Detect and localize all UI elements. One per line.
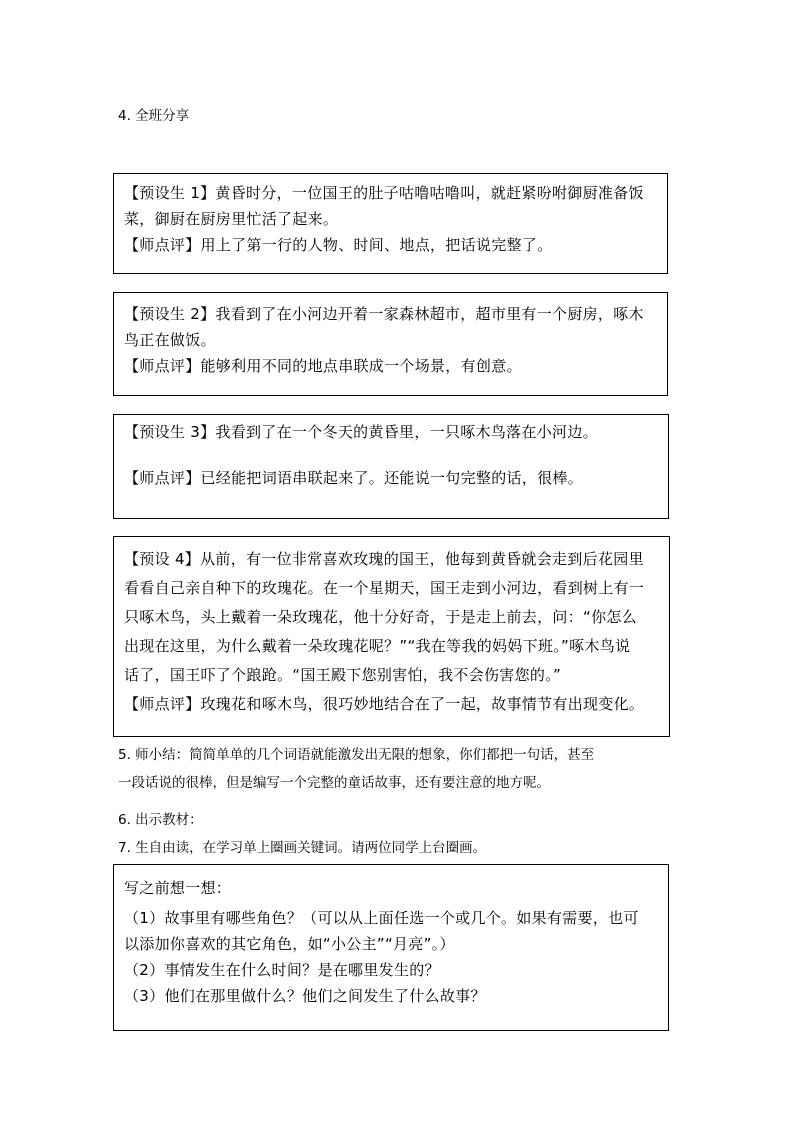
think-title: 写之前想一想：	[124, 879, 232, 897]
preset-box-3	[113, 414, 669, 519]
question-2: （2）事情发生在什么时间？是在哪里发生的？	[124, 961, 440, 979]
item-7: 7. 生自由读，在学习单上圈画关键词。请两位同学上台圈画。	[118, 840, 487, 856]
preset-box-2	[113, 292, 668, 396]
preset-box-4	[113, 536, 670, 737]
preset-text-4: 【预设 4】从前，有一位非常喜欢玫瑰的国王，他每到黄昏就会走到后花园里 看看自己亲自种下的玫瑰花。在一个星期天，国王走到小河边，看到树上有一 只啄木鸟，头上戴着一朵玫瑰花，他十分好奇，于是走上前去，问：“你怎么 出现在这里，为什么戴着一朵玫瑰花呢？”“我在等我的妈妈下班。”啄木鸟说 话了，国王吓了个踉跄。“国王殿下您别害怕，我不会伤害您的。”	[124, 550, 645, 684]
preset-text-2: 【预设生 2】我看到了在小河边开着一家森林超市，超市里有一个厨房，啄木 鸟正在做饭。	[124, 305, 644, 349]
preset-text-1: 【预设生 1】黄昏时分，一位国王的肚子咕噜咕噜叫，就赶紧吩咐御厨准备饭 菜，御厨在厨房里忙活了起来。	[124, 184, 644, 228]
think-before-writing-box	[113, 864, 669, 1031]
item-5-summary: 5. 师小结：简简单单的几个词语就能激发出无限的想象，你们都把一句话，甚至 一段话说的很棒，但是编写一个完整的童话故事，还有要注意的地方呢。	[118, 747, 595, 791]
question-1: （1）故事里有哪些角色？（可以从上面任选一个或几个。如果有需要，也可 以添加你喜欢的其它角色，如“小公主”“月亮”。）	[124, 909, 639, 953]
preset-box-1	[113, 173, 668, 274]
teacher-comment-2: 【师点评】能够利用不同的地点串联成一个场景，有创意。	[124, 357, 522, 375]
teacher-comment-1: 【师点评】用上了第一行的人物、时间、地点，把话说完整了。	[124, 236, 553, 254]
teacher-comment-3: 【师点评】已经能把词语串联起来了。还能说一句完整的话，很棒。	[124, 469, 584, 487]
section-heading-4: 4. 全班分享	[118, 108, 190, 124]
teacher-comment-4: 【师点评】玫瑰花和啄木鸟，很巧妙地结合在了一起，故事情节有出现变化。	[124, 695, 645, 713]
preset-text-3: 【预设生 3】我看到了在一个冬天的黄昏里，一只啄木鸟落在小河边。	[124, 423, 598, 441]
item-6: 6. 出示教材：	[118, 812, 203, 828]
question-3: （3）他们在那里做什么？他们之间发生了什么故事？	[124, 987, 486, 1005]
